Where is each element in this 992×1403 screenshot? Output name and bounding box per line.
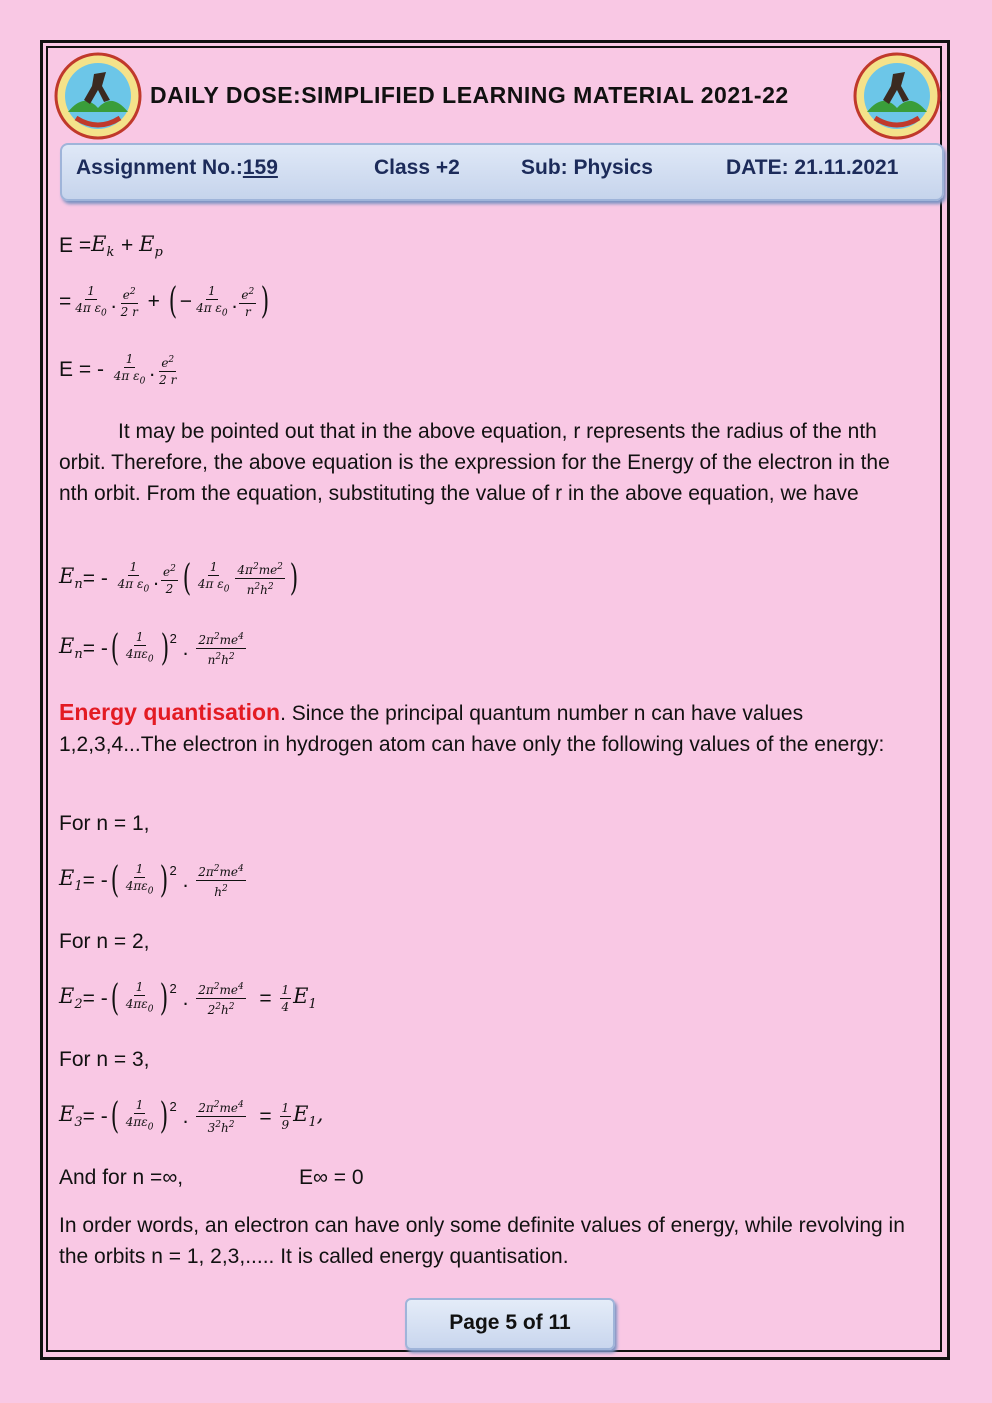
paragraph-energy-quantisation: Energy quantisation. Since the principal quantum number n can have values 1,2,3,4...The electron in hydrogen atom can have only the following values of the energy: bbox=[59, 699, 885, 756]
date-label: DATE: 21.11.2021 bbox=[726, 156, 899, 179]
assignment-label: Assignment No.:159 bbox=[76, 156, 278, 179]
class-label: Class +2 bbox=[374, 156, 460, 179]
label-n3: For n = 3, bbox=[59, 1048, 150, 1071]
paragraph-nth-orbit: It may be pointed out that in the above equation, r represents the radius of the nth orbit. Therefore, the above equation is the expression for the Energy of the electron in the nth orbit. From the equation, substituting the value of r in the above equation, we have bbox=[59, 420, 890, 505]
paragraph-conclusion: In order words, an electron can have only some definite values of energy, while revolving in the orbits n = 1, 2,3,..... It is called energy quantisation. bbox=[59, 1214, 905, 1268]
equation-e3: $E_3$ = - ( $\frac{1}{4\pi\varepsilon_0}$ ) 2 . $\frac{2\pi^2me^4}{3^2h^2}$ = $\frac{1}{9}$ $E_1$, bbox=[59, 1095, 324, 1137]
section-heading: Energy quantisation bbox=[59, 699, 281, 725]
subject-label: Sub: Physics bbox=[521, 156, 653, 179]
infinity-line: And for n =∞, E∞ = 0 bbox=[59, 1166, 364, 1189]
equation-en-final: $E_n$ = - ( $\frac{1}{4\pi\varepsilon_0}$ ) 2 . $\frac{2\pi^2me^4}{n^2h^2}$ bbox=[59, 627, 244, 669]
equation-energy-sum: = $\frac{1}{4\pi \varepsilon_0}$ . $\frac{e^2}{2 r}$ + ( − $\frac{1}{4\pi \varepsilon_0}$ . $\frac{e^2}{r}$ ) bbox=[59, 281, 270, 323]
equation-e2: $E_2$ = - ( $\frac{1}{4\pi\varepsilon_0}$ ) 2 . $\frac{2\pi^2me^4}{2^2h^2}$ = $\frac{1}{4}$ $E_1$ bbox=[59, 977, 317, 1019]
equation-en-substitution: $E_n$ = - $\frac{1}{4\pi \varepsilon_0}$ . $\frac{e^2}{2}$ ( $\frac{1}{4\pi \varepsilon_0}$ $\frac{4\pi^2me^2}{n^2h^2}$ ) bbox=[59, 557, 299, 599]
page-number-box: Page 5 of 11 bbox=[405, 1298, 615, 1350]
school-logo-icon bbox=[853, 52, 941, 140]
equation-energy-result: E = - $\frac{1}{4\pi \varepsilon_0}$ . $\frac{e^2}{2 r}$ bbox=[59, 352, 177, 388]
document-title: DAILY DOSE:SIMPLIFIED LEARNING MATERIAL 2021-22 bbox=[150, 82, 789, 108]
assignment-info-bar bbox=[60, 143, 944, 201]
label-n1: For n = 1, bbox=[59, 812, 150, 835]
equation-e1: $E_1$ = - ( $\frac{1}{4\pi\varepsilon_0}$ ) 2 . $\frac{2\pi^2me^4}{h^2}$ bbox=[59, 859, 244, 901]
assignment-number: 159 bbox=[242, 156, 278, 179]
label-n2: For n = 2, bbox=[59, 930, 150, 953]
equation-total-energy: E = $E_k$ + $E_p$ bbox=[59, 232, 163, 261]
school-logo-icon bbox=[54, 52, 142, 140]
